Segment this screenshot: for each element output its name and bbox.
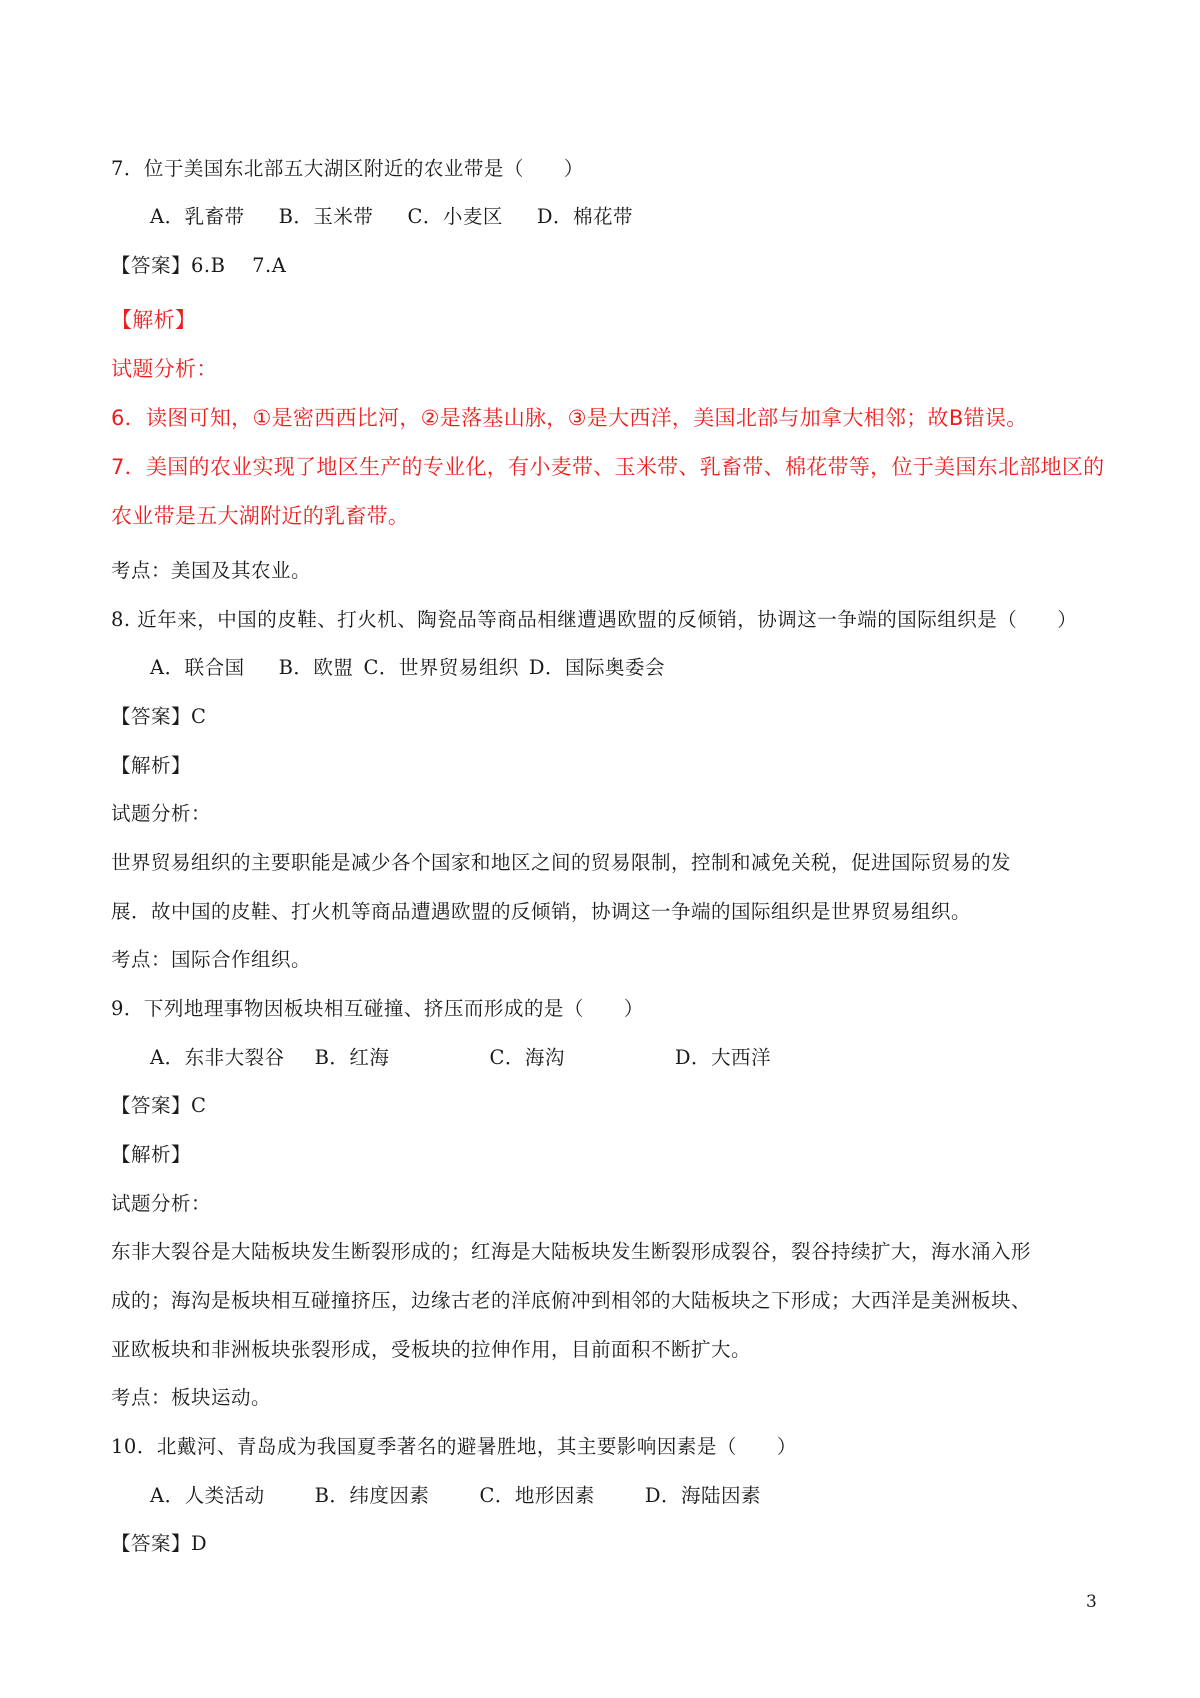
q7-option-c: C．小麦区 [407,205,503,228]
analysis-line-7b: 农业带是五大湖附近的乳畜带。 [111,504,410,528]
q8-option-c: C．世界贸易组织 [363,656,519,679]
q7-point: 考点：美国及其农业。 [111,559,312,582]
q10-option-c: C．地形因素 [479,1484,595,1507]
q8-point: 考点：国际合作组织。 [111,948,312,971]
q7-options [150,202,633,232]
q10-option-a: A．人类活动 [150,1484,265,1507]
q8-analysis-text-1: 世界贸易组织的主要职能是减少各个国家和地区之间的贸易限制，控制和减免关税，促进国际贸易的发 [111,851,1012,874]
q9-options [150,1043,771,1073]
q10-options [150,1481,761,1511]
q7-option-d: D．棉花带 [536,205,633,228]
q8-stem: 8. 近年来，中国的皮鞋、打火机、陶瓷品等商品相继遭遇欧盟的反倾销，协调这一争端的国际组织是（ ） [111,608,1078,631]
q9-analysis-heading: 【解析】 [111,1143,192,1166]
q10-option-d: D．海陆因素 [644,1484,761,1507]
q9-option-a: A．东非大裂谷 [150,1046,285,1069]
q8-analysis-sub: 试题分析： [111,802,212,825]
q7-option-a: A．乳畜带 [150,205,245,228]
q10-answer: 【答案】D [111,1532,208,1555]
q9-point: 考点：板块运动。 [111,1386,272,1409]
analysis-line-7a: 7．美国的农业实现了地区生产的专业化，有小麦带、玉米带、乳畜带、棉花带等，位于美国东北部地区的 [111,455,1105,479]
q9-option-c: C．海沟 [489,1046,565,1069]
q9-analysis-sub: 试题分析： [111,1192,212,1215]
q9-stem: 9．下列地理事物因板块相互碰撞、挤压而形成的是（ ） [111,997,644,1020]
q9-analysis-text-3: 亚欧板块和非洲板块张裂形成，受板块的拉伸作用，目前面积不断扩大。 [111,1338,752,1361]
q8-option-d: D．国际奥委会 [528,656,665,679]
page-number: 3 [1086,1592,1097,1612]
q7-option-b: B．玉米带 [278,205,374,228]
q9-option-b: B．红海 [314,1046,390,1069]
q9-analysis-text-2: 成的；海沟是板块相互碰撞挤压，边缘古老的洋底俯冲到相邻的大陆板块之下形成；大西洋是美洲板块、 [111,1289,1032,1312]
q8-answer: 【答案】C [111,705,207,728]
analysis-sub-red: 试题分析： [111,357,218,381]
q7-stem: 7．位于美国东北部五大湖区附近的农业带是（ ） [111,157,584,180]
q8-option-b: B．欧盟 [278,656,354,679]
q9-option-d: D．大西洋 [674,1046,771,1069]
q8-options [150,653,665,683]
q8-analysis-text-2: 展．故中国的皮鞋、打火机等商品遭遇欧盟的反倾销，协调这一争端的国际组织是世界贸易组织。 [111,900,972,923]
q8-analysis-heading: 【解析】 [111,754,192,777]
analysis-line-6: 6．读图可知，①是密西西比河，②是落基山脉，③是大西洋，美国北部与加拿大相邻；故B错误。 [111,406,1028,430]
q9-answer: 【答案】C [111,1094,207,1117]
q9-analysis-text-1: 东非大裂谷是大陆板块发生断裂形成的；红海是大陆板块发生断裂形成裂谷，裂谷持续扩大，海水涌入形 [111,1240,1032,1263]
q10-option-b: B．纬度因素 [314,1484,430,1507]
q8-option-a: A．联合国 [150,656,245,679]
q10-stem: 10．北戴河、青岛成为我国夏季著名的避暑胜地，其主要影响因素是（ ） [111,1435,797,1458]
analysis-heading-red: 【解析】 [111,308,197,332]
q7-answer: 【答案】6.B 7.A [111,254,287,277]
